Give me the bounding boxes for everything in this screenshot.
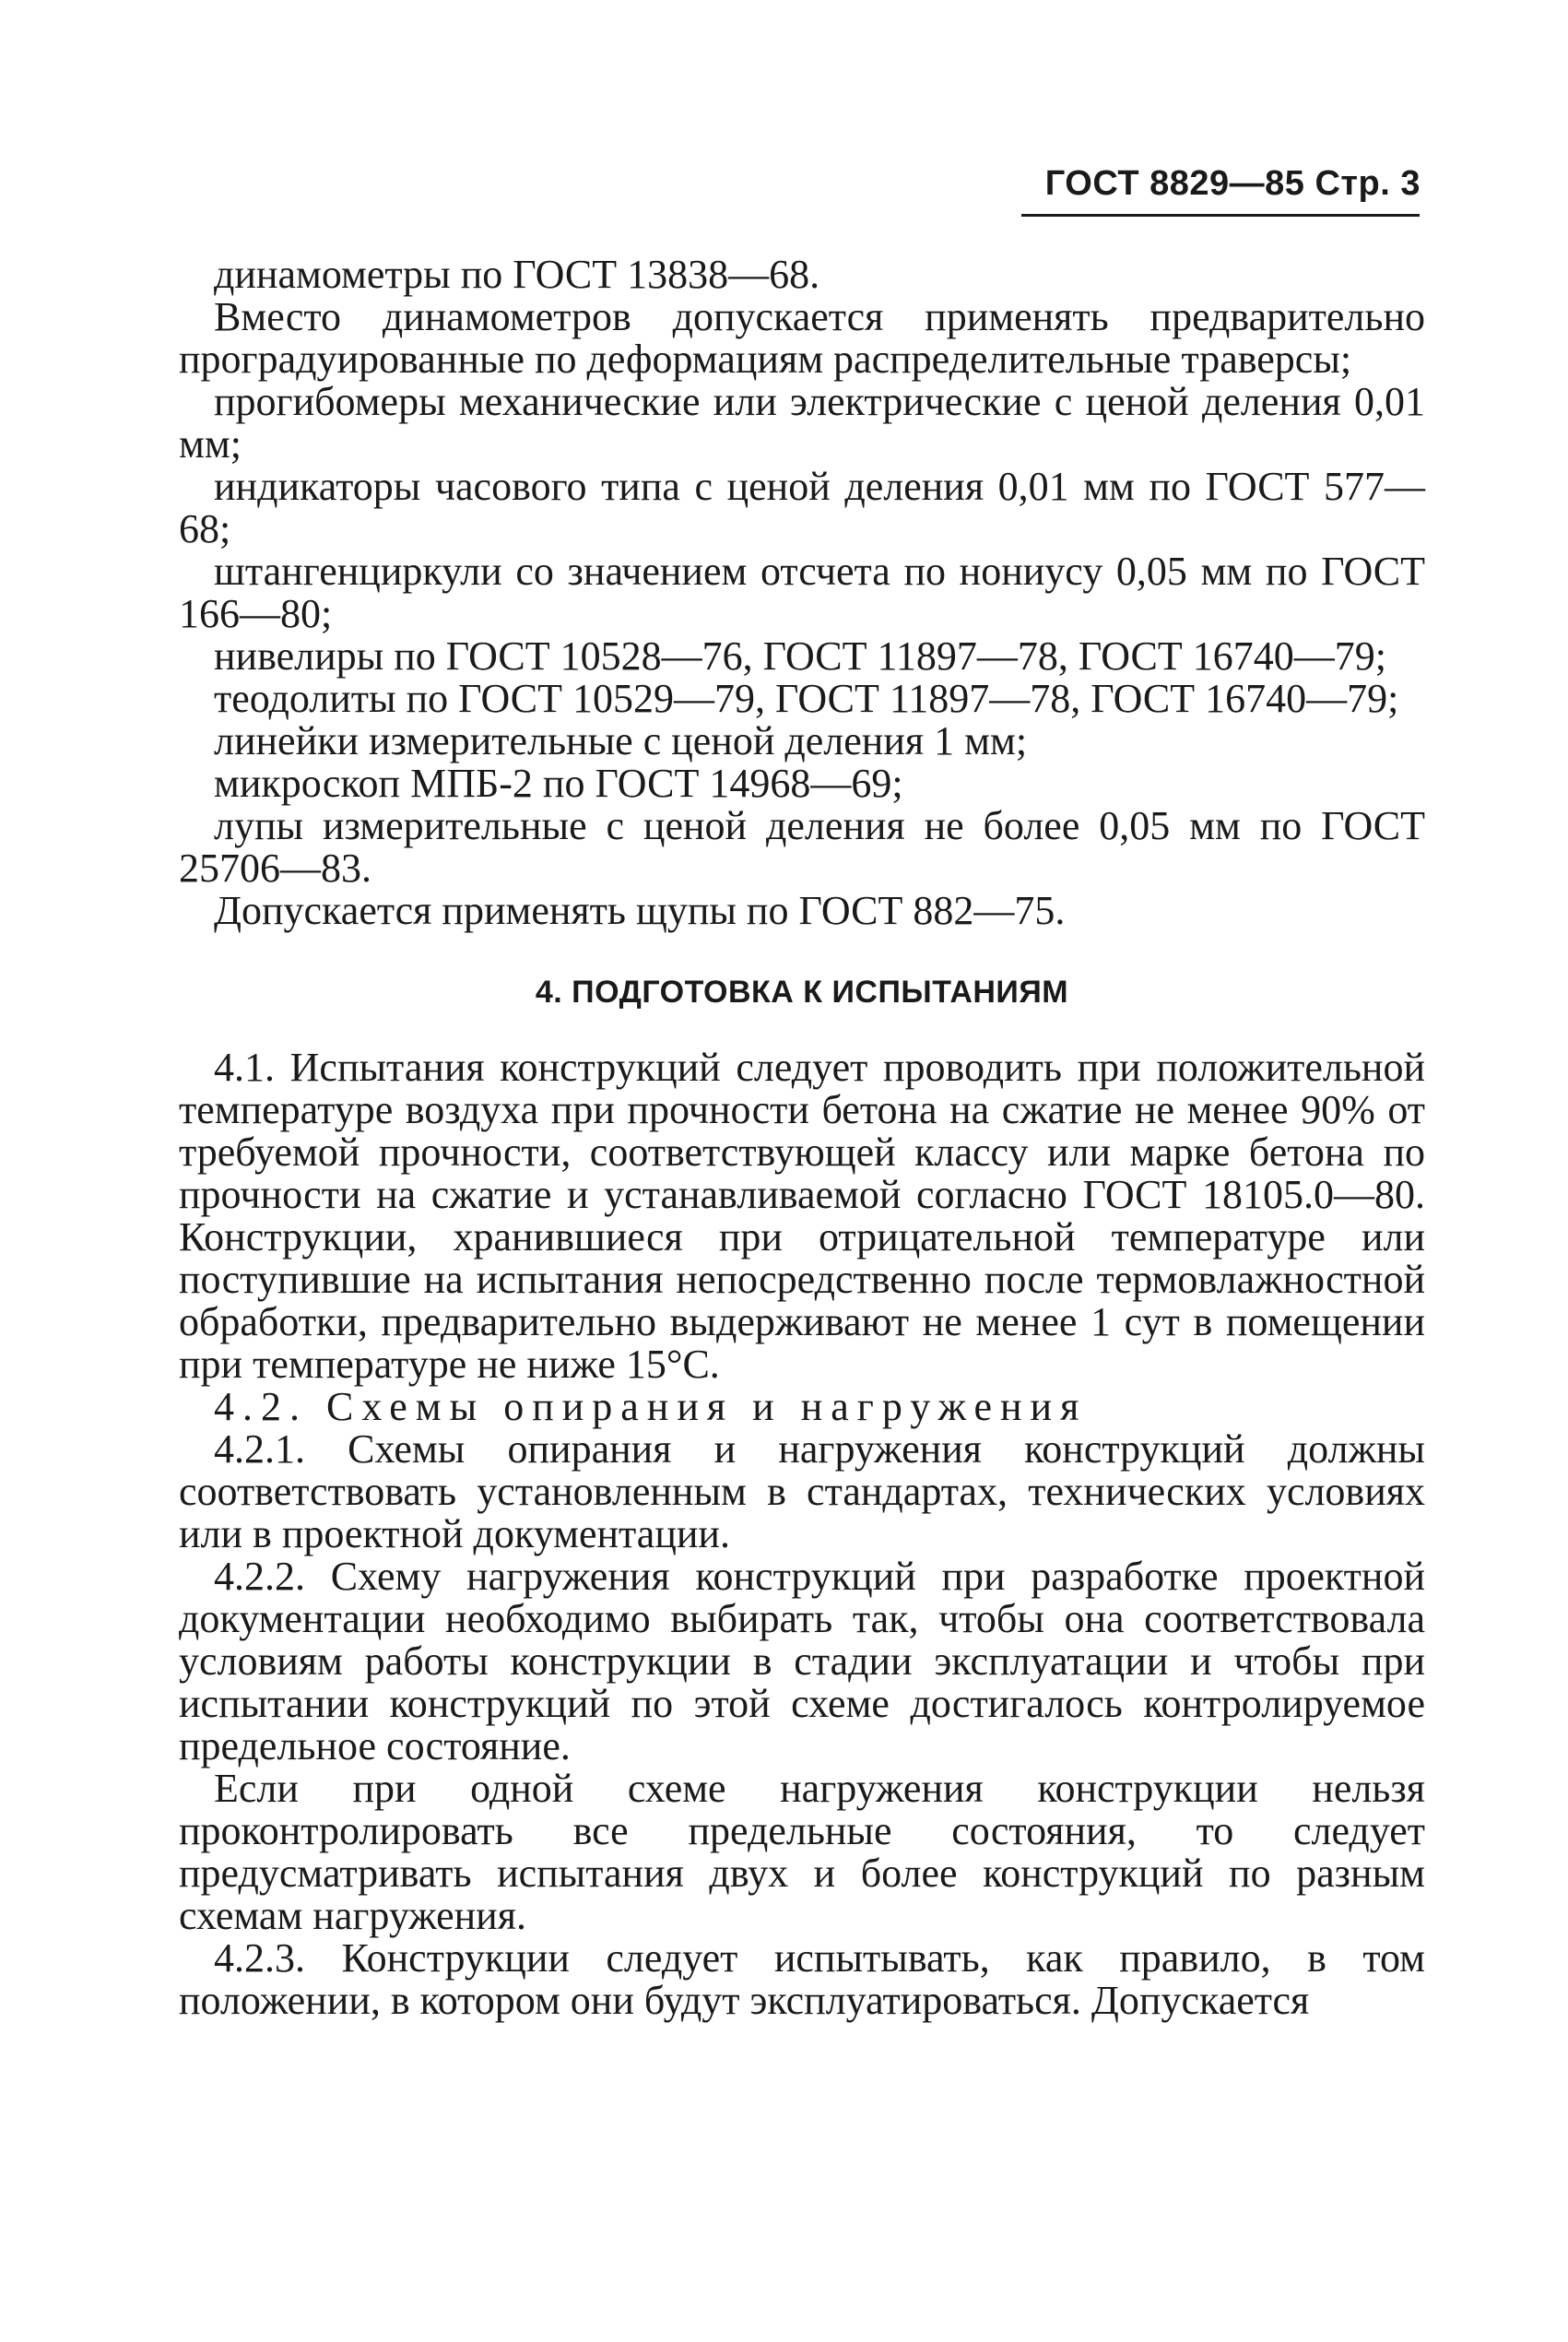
- header-rule: [1021, 214, 1420, 217]
- paragraph-4-2-2: 4.2.2. Схему нагружения конструкций при разработке проектной документации необходимо выбирать так, чтобы она соответствовала условиям работы конструкции в стадии эксплуатации и чтобы при испытании конструкций по этой схеме достигалось контролируемое предельное состояние.: [179, 1554, 1425, 1768]
- paragraph: лупы измерительные с ценой деления не более 0,05 мм по ГОСТ 25706—83.: [179, 803, 1425, 891]
- paragraph: нивелиры по ГОСТ 10528—76, ГОСТ 11897—78, ГОСТ 16740—79;: [214, 633, 1386, 679]
- paragraph: динамометры по ГОСТ 13838—68.: [214, 252, 820, 297]
- paragraph-4-2-1: 4.2.1. Схемы опирания и нагружения конструкций должны соответствовать установленным в стандартах, технических условиях или в проектной документации.: [179, 1426, 1425, 1556]
- paragraph: прогибомеры механические или электрические с ценой деления 0,01 мм;: [179, 379, 1425, 467]
- paragraph-4-2-3: 4.2.3. Конструкции следует испытывать, как правило, в том положении, в котором они будут эксплуатироваться. Допускается: [179, 1935, 1425, 2023]
- paragraph: Вместо динамометров допускается применять предварительно проградуированные по деформациям распределительные траверсы;: [179, 294, 1425, 382]
- paragraph-4-1: 4.1. Испытания конструкций следует проводить при положительной температуре воздуха при прочности бетона на сжатие не менее 90% от требуемой прочности, соответствующей классу или марке бетона по прочности на сжатие и устанавливаемой согласно ГОСТ 18105.0—80. Конструкции, хранившиеся при отрицательной температуре или поступившие на испытания непосредственно после термовлажностной обработки, предварительно выдерживают не менее 1 сут в помещении при температуре не ниже 15°С.: [179, 1045, 1425, 1387]
- paragraph-4-2-2-continued: Если при одной схеме нагружения конструкции нельзя проконтролировать все предельные состояния, то следует предусматривать испытания двух и более конструкций по разным схемам нагружения.: [179, 1766, 1425, 1938]
- section-title: 4. ПОДГОТОВКА К ИСПЫТАНИЯМ: [535, 975, 1069, 1010]
- page-body: [179, 254, 1425, 2022]
- paragraph: Допускается применять щупы по ГОСТ 882—75.: [214, 888, 1066, 933]
- paragraph: штангенциркули со значением отсчета по нониусу 0,05 мм по ГОСТ 166—80;: [179, 549, 1425, 636]
- paragraph: теодолиты по ГОСТ 10529—79, ГОСТ 11897—78, ГОСТ 16740—79;: [214, 676, 1399, 721]
- paragraph: микроскоп МПБ-2 по ГОСТ 14968—69;: [214, 761, 903, 806]
- paragraph: линейки измерительные с ценой деления 1 мм;: [214, 718, 1028, 763]
- subsection-heading-4-2: 4.2. Схемы опирания и нагружения: [214, 1384, 1088, 1429]
- paragraph: индикаторы часового типа с ценой деления 0,01 мм по ГОСТ 577—68;: [179, 464, 1425, 551]
- page-header: ГОСТ 8829—85 Стр. 3: [1044, 164, 1421, 203]
